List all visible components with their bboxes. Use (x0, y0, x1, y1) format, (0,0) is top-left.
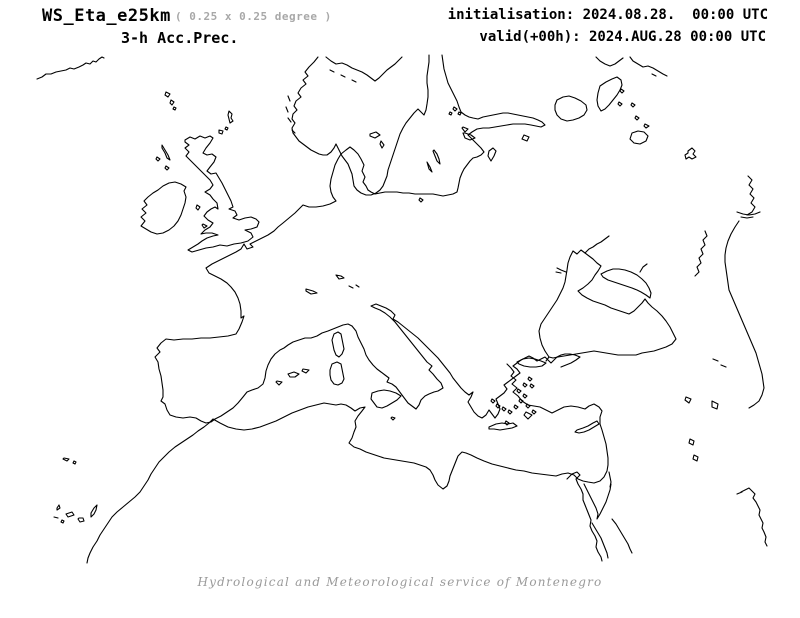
initialisation-time: initialisation: 2024.08.28. 00:00 UTC (447, 7, 768, 23)
coast-iceland (37, 57, 104, 79)
product-title: 3-h Acc.Prec. (121, 29, 239, 47)
coast-baltic-islands (419, 107, 475, 202)
coast-norway-fjords (286, 57, 402, 133)
resolution-note: ( 0.25 x 0.25 degree ) (175, 10, 332, 23)
islands-atlantic (54, 458, 97, 523)
model-title: WS_Eta_e25km (42, 6, 171, 26)
coast-faroe-shetland (165, 92, 233, 134)
coast-great-britain (185, 136, 259, 252)
coast-white-sea (596, 57, 696, 159)
coast-hebrides-islets (156, 145, 207, 228)
coast-marmara (517, 357, 549, 367)
footer-credit: Hydrological and Meteorological service of Montenegro (197, 575, 603, 589)
coast-sea-of-azov (601, 264, 651, 298)
coast-persian-gulf (737, 488, 767, 546)
coast-scandinavia (292, 55, 429, 195)
coast-ireland (141, 182, 186, 234)
coast-turkey-levant-africa (87, 364, 608, 563)
lakes-middle-east (685, 397, 718, 461)
valid-time: valid(+00h): 2024.AUG.28 00:00 UTC (479, 29, 766, 45)
river-dnieper (556, 236, 609, 273)
coast-sinai-red-sea (584, 472, 632, 558)
islands-mediterranean (276, 332, 599, 433)
coast-black-sea (539, 250, 676, 358)
coast-caspian-volga (695, 176, 764, 408)
coast-finland-baltic (368, 55, 545, 196)
coast-mainland-west (155, 147, 368, 423)
